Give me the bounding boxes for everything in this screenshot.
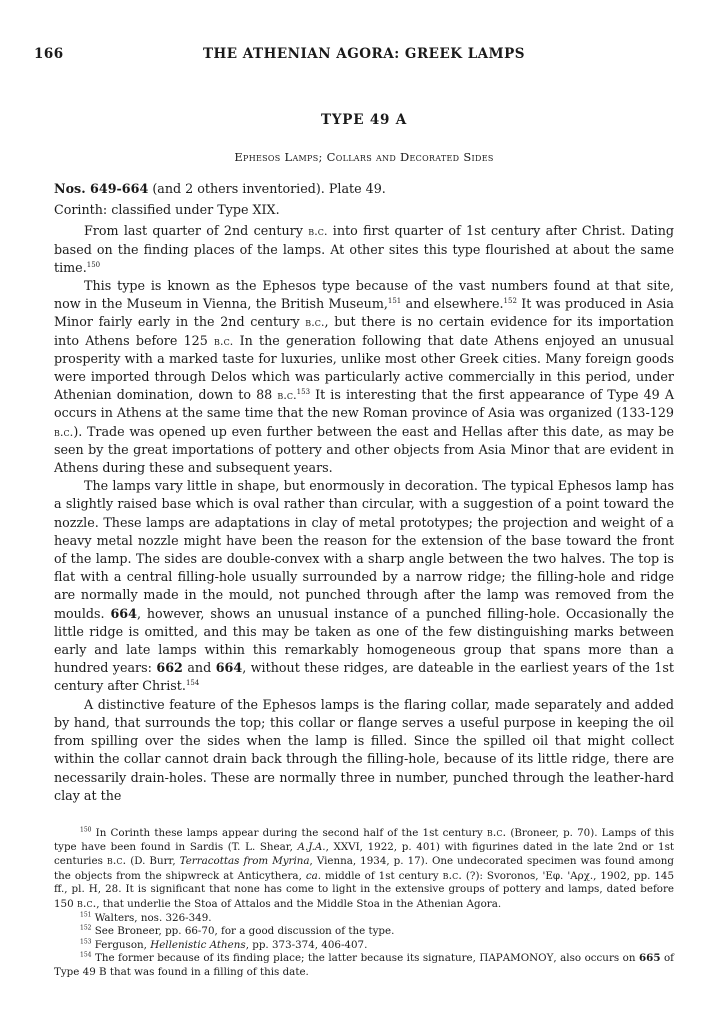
journal-title: A.J.A. bbox=[297, 840, 326, 853]
catalogue-range: Nos. 649-664 bbox=[54, 181, 149, 196]
era-abbrev: b.c. bbox=[76, 895, 97, 910]
page-number: 166 bbox=[34, 46, 64, 62]
paragraph-dating bbox=[54, 222, 674, 277]
footnote-number: 154 bbox=[80, 951, 92, 959]
footnote-ref: 150 bbox=[86, 260, 101, 269]
book-title: Hellenistic Athens bbox=[150, 938, 246, 951]
footnote-number: 153 bbox=[80, 938, 92, 946]
footnote-154 bbox=[54, 952, 674, 979]
era-abbrev: b.c. bbox=[277, 388, 297, 403]
footnote-ref: 151 bbox=[387, 296, 402, 305]
era-abbrev: b.c. bbox=[214, 333, 234, 348]
paragraph-history bbox=[54, 277, 674, 477]
text: , but there is no certain evidence for its importation into Athens before 125 bbox=[54, 314, 674, 348]
text: (Broneer, p. 70). Lamps of this type have been found in Sardis (T. L. Shear, bbox=[54, 827, 674, 853]
footnote-151 bbox=[54, 912, 674, 926]
text: , Vienna, 1934, p. 17). One undecorated specimen was found among the objects from the shipwreck at Anticythera, bbox=[54, 855, 675, 882]
text: (D. Burr, bbox=[126, 855, 180, 868]
era-abbrev: b.c. bbox=[442, 867, 462, 882]
paragraph-collar: A distinctive feature of the Ephesos lamps is the flaring collar, made separately and added by hand, that surrounds the top; this collar or flange serves a useful purpose in keeping the oil from spilling over the sides when the lamp is filled. Since the spilled oil that might collect within the collar cannot drain back through the filling-hole, because of its little ridge, there are necessarily drain-holes. These are normally three in number, punched through the leather-hard clay at the bbox=[54, 696, 674, 803]
book-title: Terracottas from Myrina bbox=[179, 855, 310, 868]
text: , pp. 373-374, 406-407. bbox=[245, 938, 368, 951]
catalogue-numbers bbox=[54, 180, 674, 198]
era-abbrev: b.c. bbox=[305, 315, 325, 330]
text: Walters, nos. 326-349. bbox=[91, 911, 212, 924]
era-abbrev: b.c. bbox=[308, 224, 328, 239]
footnote-150 bbox=[54, 826, 674, 912]
corinth-classification: Corinth: classified under Type XIX. bbox=[54, 202, 280, 218]
footnote-number: 150 bbox=[80, 826, 92, 834]
footnote-ref: 153 bbox=[296, 388, 311, 396]
abbrev: ca. bbox=[305, 869, 322, 882]
era-abbrev: b.c. bbox=[106, 853, 127, 868]
footnote-number: 151 bbox=[80, 911, 92, 919]
footnotes bbox=[54, 826, 674, 980]
running-title: THE ATHENIAN AGORA: GREEK LAMPS bbox=[203, 46, 525, 62]
text: Ferguson, bbox=[91, 938, 151, 951]
page-header bbox=[34, 46, 694, 62]
paragraph-shape bbox=[54, 477, 674, 695]
catalogue-ref: 665 bbox=[638, 952, 661, 965]
text: and elsewhere. bbox=[401, 296, 504, 312]
catalogue-ref: 664 bbox=[110, 605, 137, 621]
footnote-ref: 154 bbox=[185, 679, 200, 688]
text: , however, shows an unusual instance of a punched filling-hole. Occasionally the little ridge is omitted, and this may be taken as one of the few distinguishing marks between early and late lamps within this remarkably homogeneous group that spans more than a hundred years: bbox=[54, 605, 674, 676]
catalogue-ref: 662 bbox=[156, 660, 183, 676]
text: ). Trade was opened up even further between the east and Hellas after this date, as may be seen by the great importations of pottery and other objects from Asia Minor that are evident in Athens during these and subsequent years. bbox=[54, 423, 674, 476]
text: It is interesting that the first appearance of Type 49 A occurs in Athens at the same time that the new Roman province of Asia was organized (133-129 bbox=[54, 387, 674, 421]
text: In Corinth these lamps appear during the second half of the 1st century bbox=[91, 827, 487, 839]
footnote-ref: 152 bbox=[503, 296, 517, 305]
text: The former because of its finding place; the latter because its signature, ΠΑΡΑΜΟΝΟΥ, also occurs on bbox=[91, 952, 639, 965]
text: (?): Svoronos, 'Εφ. 'Αρχ., 1902, pp. 145 ff., pl. H, 28. It is significant that none has come to light in the extensive groups of pottery and lamps, dated before 150 bbox=[54, 869, 674, 910]
era-abbrev: b.c. bbox=[486, 825, 507, 839]
footnote-152 bbox=[54, 925, 674, 939]
text: of Type 49 B that was found in a filling of this date. bbox=[54, 952, 674, 978]
text: and bbox=[182, 660, 216, 676]
footnote-153 bbox=[54, 939, 674, 953]
text: , without these ridges, are dateable in the earliest years of the 1st century after Christ. bbox=[54, 660, 674, 694]
text: This type is known as the Ephesos type because of the vast numbers found at that site, now in the Museum in Vienna, the British Museum, bbox=[54, 278, 674, 312]
text: The lamps vary little in shape, but enormously in decoration. The typical Ephesos lamp has a slightly raised base which is oval rather than circular, with a suggestion of a point toward the nozzle. These lamps are adaptations in clay of metal prototypes; the projection and weight of a heavy metal nozzle might have been the reason for the extension of the base toward the front of the lamp. The sides are double-convex with a sharp angle between the two halves. The top is flat with a central filling-hole usually surrounded by a narrow ridge; the filling-hole and ridge are normally made in the mould, not punched through after the lamp was removed from the moulds. bbox=[54, 478, 674, 621]
text: into first quarter of 1st century after Christ. Dating based on the finding places of the lamps. At other sites this type flourished at about the same time. bbox=[54, 223, 674, 275]
type-heading: TYPE 49 A bbox=[321, 112, 407, 128]
footnote-number: 152 bbox=[80, 924, 92, 932]
text: From last quarter of 2nd century bbox=[84, 223, 309, 239]
catalogue-ref: 664 bbox=[215, 660, 243, 676]
text: It was produced in Asia Minor fairly early in the 2nd century bbox=[54, 296, 675, 330]
era-abbrev: b.c. bbox=[54, 424, 74, 439]
text: , XXVI, 1922, p. 401) with figurines dated in the late 2nd or 1st centuries bbox=[54, 840, 674, 868]
text: In the generation following that date Athens enjoyed an unusual prosperity with a marked taste for luxuries, unlike most other Greek cities. Many foreign goods were imported through Delos which was particularly active commercially in this period, under Athenian domination, down to 88 bbox=[54, 332, 674, 403]
body-text bbox=[54, 180, 674, 805]
text: See Broneer, pp. 66-70, for a good discussion of the type. bbox=[91, 925, 395, 938]
text: , that underlie the Stoa of Attalos and the Middle Stoa in the Athenian Agora. bbox=[96, 897, 502, 910]
catalogue-note: (and 2 others inventoried). Plate 49. bbox=[148, 181, 386, 196]
text: middle of 1st century bbox=[321, 869, 443, 882]
section-subheading: Ephesos Lamps; Collars and Decorated Sides bbox=[234, 150, 494, 164]
